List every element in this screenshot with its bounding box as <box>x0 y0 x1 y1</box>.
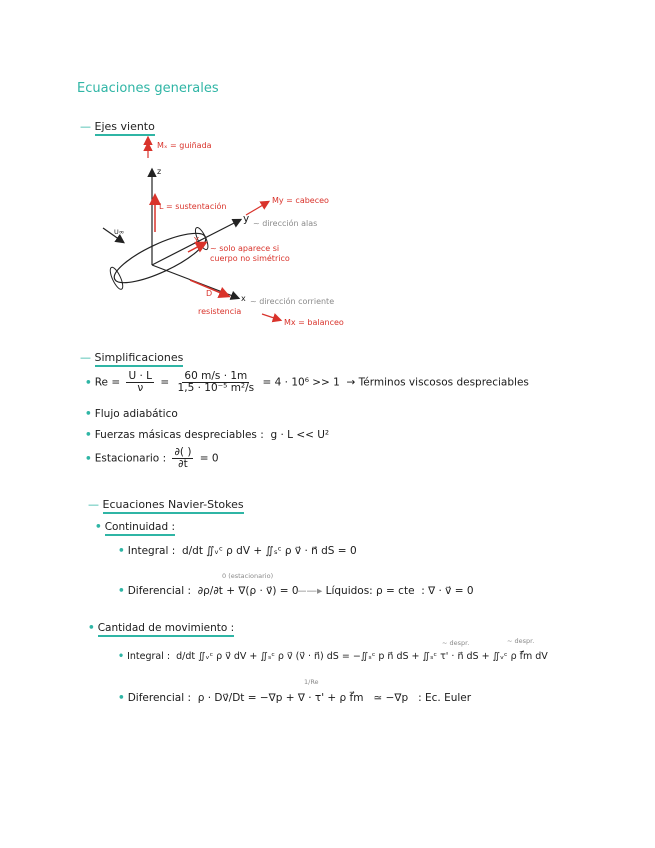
liquids-note: ——▸ Líquidos: ρ = cte : ∇ · v⃗ = 0 <box>296 585 474 597</box>
y-label: y <box>243 213 250 225</box>
momentum-note-re: 1/Re <box>304 678 319 686</box>
y-force-label: Y <box>194 236 199 245</box>
my-arrow <box>246 202 268 215</box>
continuity-note: 0 (estacionario) <box>222 572 274 580</box>
stationary-line: • Estacionario : $\frac{\partial( )}{\partial t}$ = 0 <box>85 446 219 470</box>
mass-forces-line: • Fuerzas másicas despreciables : g · L << U² <box>85 429 330 441</box>
momentum-integral: • Integral : d/dt ∬ᵥᶜ ρ v⃗ dV + ∬ₛᶜ ρ v⃗ (v⃗ · n⃗) dS = −∬ₛᶜ p n⃗ dS + ∬ₛᶜ τ' · n⃗ dS + ∬ᵥᶜ ρ f⃗m dV <box>118 651 548 662</box>
x-note: ~ dirección corriente <box>250 297 335 306</box>
y-force-note: ~ solo aparece si cuerpo no simétrico <box>210 244 290 263</box>
y-note: ~ dirección alas <box>253 219 318 228</box>
my-label: My = cabeceo <box>272 196 329 205</box>
adiabatic-line: • Flujo adiabático <box>85 408 178 420</box>
navier-stokes-heading: — Ecuaciones Navier-Stokes <box>88 498 244 511</box>
drag-label: D <box>206 289 213 298</box>
lift-label: L = sustentación <box>159 202 227 211</box>
mx-label: Mx = balanceo <box>284 318 344 327</box>
continuity-integral: • Integral : d/dt ∬ᵥᶜ ρ dV + ∬ₛᶜ ρ v⃗ · n⃗ dS = 0 <box>118 545 357 557</box>
reynolds-line: • Re = $\frac{U \cdot L}{\nu}$ = $\frac{60 m/s \cdot 1m}{\text{1,5 · 10⁻⁵ m²/s}}$ = 4 · 10⁶ >> 1 → Términos viscosos despreciables <box>85 370 529 394</box>
continuity-heading: • Continuidad : <box>95 521 175 533</box>
u-inf-label: U∞ <box>114 228 125 236</box>
momentum-note-2: ~ despr. <box>507 637 535 645</box>
continuity-differential: • Diferencial : ∂ρ/∂t + ∇(ρ · v⃗) = 0 <box>118 585 299 597</box>
z-label: z <box>157 167 162 176</box>
page-title: Ecuaciones generales <box>77 81 219 96</box>
axes-heading: — Ejes viento <box>80 120 155 133</box>
momentum-note-1: ~ despr. <box>442 639 470 647</box>
mz-label: Mₓ = guiñada <box>157 141 212 150</box>
drag-word: resistencia <box>198 307 242 316</box>
momentum-heading: • Cantidad de movimiento : <box>88 622 234 634</box>
momentum-differential: • Diferencial : ρ · Dv⃗/Dt = −∇p + ∇ · τ' + ρ f⃗m ≃ −∇p : Ec. Euler <box>118 692 472 704</box>
simplifications-heading: — Simplificaciones <box>80 351 183 364</box>
mx-arrow <box>262 314 280 320</box>
x-label: x <box>241 294 246 303</box>
